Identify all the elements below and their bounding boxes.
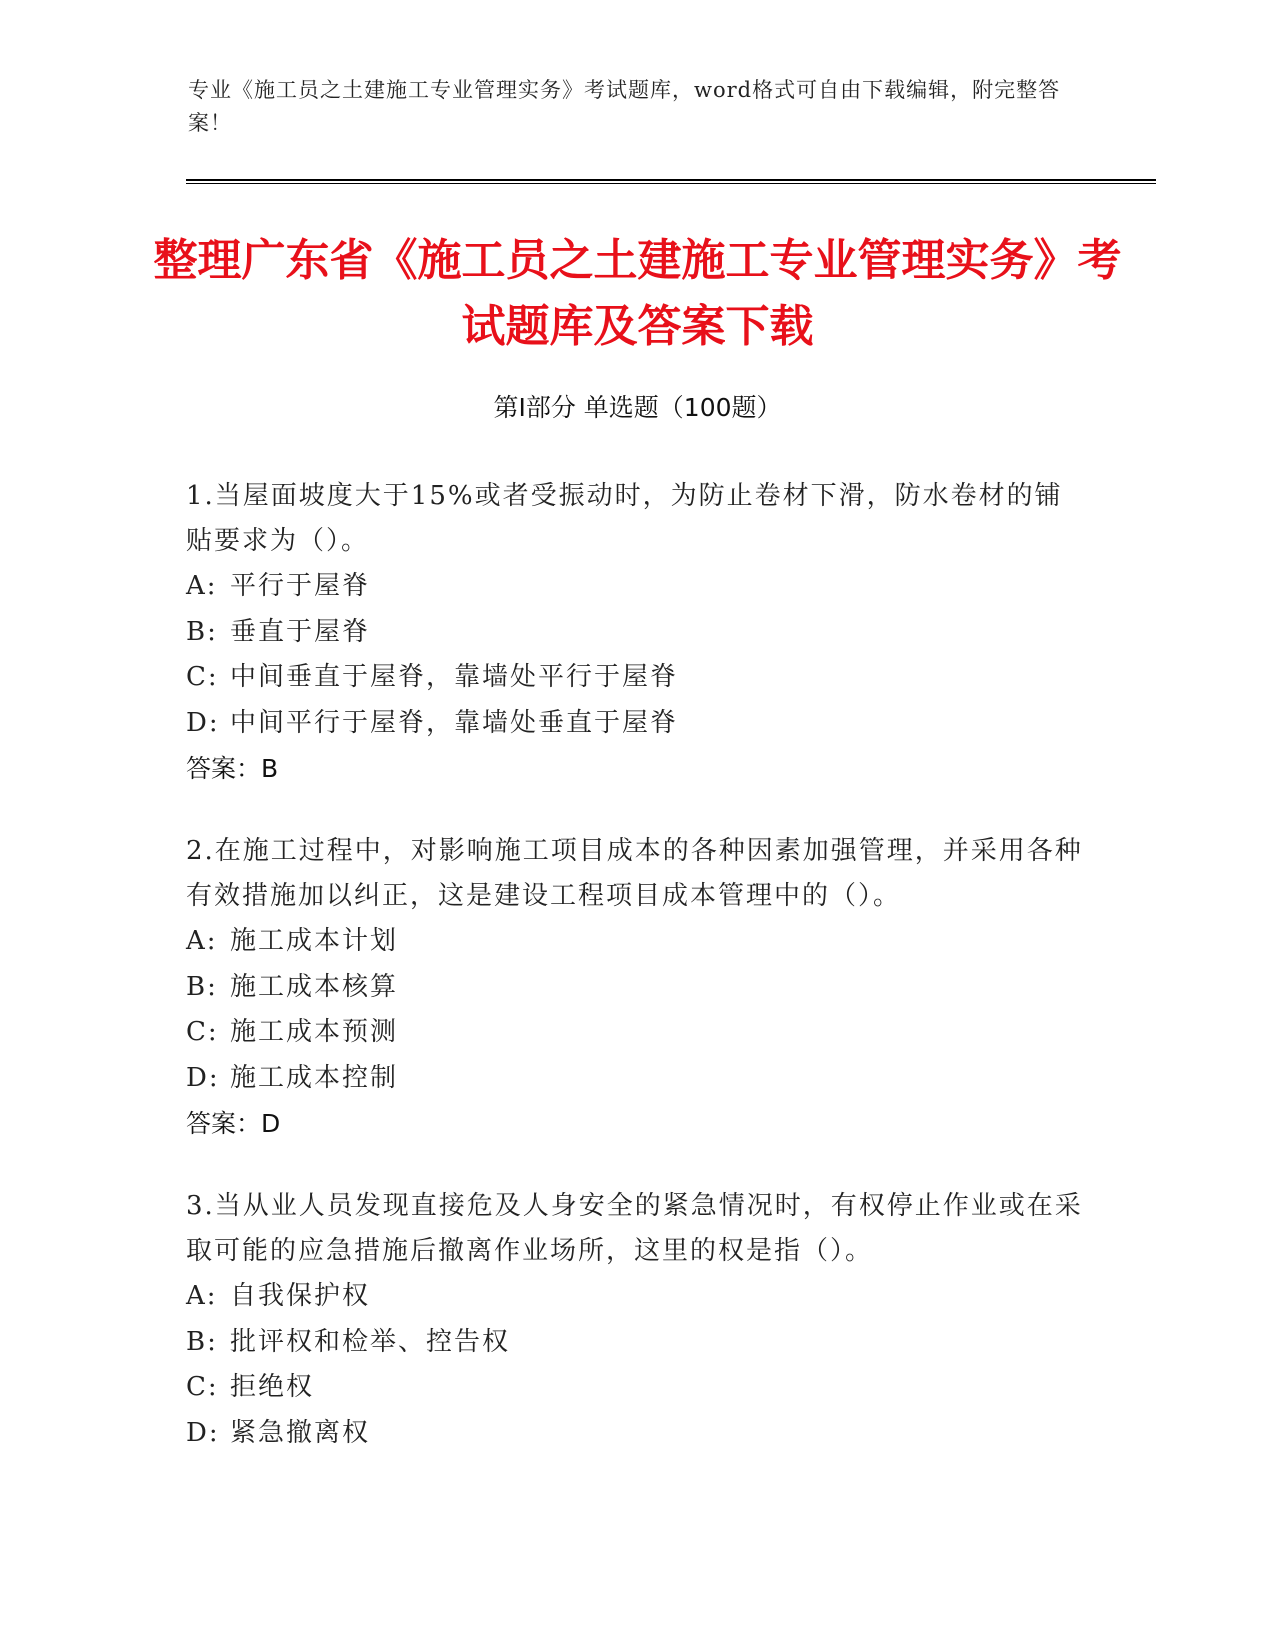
option-c [186, 1010, 1086, 1056]
option-b [186, 1320, 1086, 1366]
header-note: 专业《施工员之土建施工专业管理实务》考试题库，word格式可自由下载编辑，附完整答案！ [188, 78, 1061, 135]
option-key: D: [186, 1417, 220, 1448]
option-text: 施工成本预测 [230, 1017, 399, 1047]
option-text: 垂直于屋脊 [230, 616, 371, 647]
question-3 [186, 1184, 1086, 1456]
option-key: D: [186, 1062, 220, 1093]
option-d [186, 1411, 1086, 1457]
option-key: B: [186, 1326, 218, 1357]
option-c [186, 1365, 1086, 1411]
option-d [186, 701, 1086, 747]
option-key: C: [186, 1372, 219, 1402]
option-list [186, 564, 1086, 746]
option-text: 紧急撤离权 [230, 1417, 371, 1448]
option-b [186, 610, 1086, 656]
option-text: 拒绝权 [230, 1372, 315, 1402]
option-d [186, 1056, 1086, 1102]
option-list [186, 1274, 1086, 1456]
option-b [186, 965, 1086, 1011]
header-rule-thin [186, 183, 1156, 184]
option-key: C: [186, 1017, 219, 1047]
option-a [186, 1274, 1086, 1320]
section-heading: 第Ⅰ部分 单选题（100题） [493, 393, 782, 422]
question-1 [186, 474, 1086, 791]
option-text: 自我保护权 [230, 1281, 371, 1311]
option-key: B: [186, 616, 218, 647]
answer-line: 答案：D [186, 1109, 281, 1138]
option-key: B: [186, 971, 218, 1002]
option-text: 中间垂直于屋脊，靠墙处平行于屋脊 [230, 662, 679, 692]
option-text: 施工成本控制 [230, 1062, 399, 1093]
option-text: 平行于屋脊 [230, 571, 371, 601]
question-stem: 3.当从业人员发现直接危及人身安全的紧急情况时，有权停止作业或在采取可能的应急措施后撤离作业场所，这里的权是指（）。 [186, 1191, 1083, 1266]
option-text: 中间平行于屋脊，靠墙处垂直于屋脊 [230, 707, 679, 738]
option-c [186, 655, 1086, 701]
option-key: A: [186, 1281, 218, 1311]
option-list [186, 919, 1086, 1101]
option-key: C: [186, 662, 219, 692]
question-stem: 1.当屋面坡度大于15%或者受振动时，为防止卷材下滑，防水卷材的铺贴要求为（）。 [186, 481, 1063, 556]
option-text: 批评权和检举、控告权 [230, 1326, 511, 1357]
question-2 [186, 829, 1086, 1146]
option-key: D: [186, 707, 220, 738]
option-a [186, 919, 1086, 965]
option-key: A: [186, 571, 218, 601]
header-rule-thick [186, 179, 1156, 181]
option-text: 施工成本计划 [230, 926, 399, 956]
option-text: 施工成本核算 [230, 971, 399, 1002]
option-a [186, 564, 1086, 610]
option-key: A: [186, 926, 218, 956]
answer-line: 答案：B [186, 754, 279, 783]
question-list [186, 474, 1086, 1494]
question-stem: 2.在施工过程中，对影响施工项目成本的各种因素加强管理，并采用各种有效措施加以纠正，这是建设工程项目成本管理中的（）。 [186, 836, 1083, 911]
document-title: 整理广东省《施工员之土建施工专业管理实务》考试题库及答案下载 [153, 235, 1122, 352]
